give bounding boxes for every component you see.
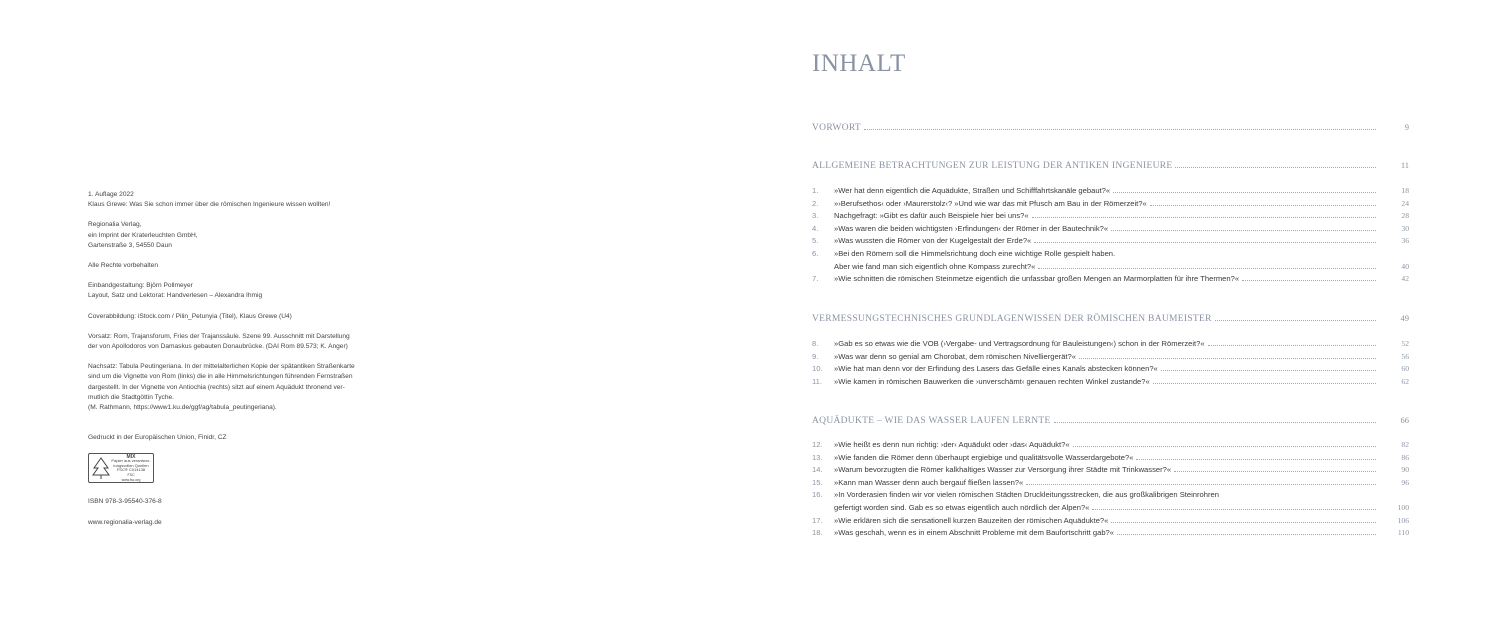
toc-leader	[864, 129, 1376, 130]
toc-leader	[1161, 370, 1376, 371]
publisher-line: Gartenstraße 3, 54550 Daun	[88, 241, 172, 249]
toc-entry[interactable]	[812, 377, 1409, 389]
toc-entry[interactable]	[812, 453, 1409, 465]
toc-entry-text: »In Vorderasien finden wir vor vielen römischen Städten Druckleitungsstrecken, die aus großkalibrigen Steinrohren	[834, 490, 1219, 500]
toc-entry[interactable]	[812, 339, 1409, 351]
toc-entry[interactable]	[812, 211, 1409, 223]
toc-leader	[1117, 534, 1376, 535]
toc-page-number: 106	[1397, 515, 1409, 525]
toc-entry[interactable]	[812, 490, 1409, 502]
rights: Alle Rechte vorbehalten	[88, 262, 159, 270]
toc-page-number: 90	[1401, 465, 1409, 475]
toc-page-number: 40	[1401, 261, 1409, 271]
website[interactable]: www.regionalia-verlag.de	[88, 518, 162, 526]
toc-entry-text: »Wie kamen in römischen Bauwerken die ›unverschämt‹ genauen rechten Winkel zustande?«	[834, 376, 1150, 386]
toc-leader	[1026, 484, 1376, 485]
cover-credit: Coverabbildung: iStock.com / Pilin_Petunyia (Titel), Klaus Grewe (U4)	[88, 312, 292, 320]
toc-page-number: 36	[1401, 236, 1409, 246]
toc-entry-text: »Was wussten die Römer von der Kugelgestalt der Erde?«	[834, 236, 1032, 246]
toc-entry-number: 3.	[812, 211, 819, 221]
toc-section[interactable]	[812, 122, 1409, 134]
toc-entry-number: 12.	[812, 440, 823, 449]
toc-page-number: 24	[1401, 198, 1409, 208]
toc-entry-number: 13.	[812, 452, 823, 462]
toc-section-title: VERMESSUNGSTECHNISCHES GRUNDLAGENWISSEN DER RÖMISCHEN BAUMEISTER	[812, 314, 1212, 324]
toc-entry[interactable]	[812, 364, 1409, 376]
toc-page-number: 86	[1401, 452, 1409, 462]
imprint-block	[88, 190, 408, 538]
toc-page-number: 62	[1401, 376, 1409, 386]
toc-entry[interactable]	[812, 352, 1409, 364]
toc-entry-text: »Bei den Römern soll die Himmelsrichtung doch eine wichtige Rolle gespielt haben.	[834, 249, 1116, 258]
toc-entry-text: Aber wie fand man sich eigentlich ohne Kompass zurecht?«	[834, 261, 1036, 271]
toc-leader	[1215, 320, 1376, 321]
toc-page-number: 60	[1401, 364, 1409, 374]
toc-entry[interactable]	[812, 224, 1409, 236]
printed-in: Gedruckt in der Europäischen Union, Finidr, CZ	[88, 434, 227, 442]
toc-page-number: 42	[1401, 274, 1409, 284]
publisher-line: ein Imprint der Kraterleuchten GmbH,	[88, 231, 198, 239]
edition: 1. Auflage 2022	[88, 191, 134, 198]
toc-page-number: 30	[1401, 223, 1409, 233]
toc-leader	[1208, 345, 1376, 346]
toc-entry[interactable]	[812, 478, 1409, 490]
toc-page-number: 49	[1400, 313, 1409, 323]
toc-page-number: 18	[1401, 186, 1409, 195]
toc-leader	[1136, 459, 1376, 460]
toc-entry-number: 8.	[812, 339, 819, 348]
toc-leader	[1111, 522, 1376, 523]
toc-page-number: 96	[1401, 477, 1409, 487]
toc-leader	[1175, 167, 1376, 168]
toc-entry-number: 9.	[812, 351, 819, 361]
isbn: ISBN 978-3-95540-376-8	[88, 498, 162, 506]
toc-entry-number: 14.	[812, 465, 823, 475]
toc-leader	[1054, 422, 1376, 423]
fsc-mix: MIX	[126, 453, 136, 460]
toc-entry-number: 5.	[812, 236, 819, 246]
toc-leader	[1174, 471, 1376, 472]
toc-entry-text: »Wie schnitten die römischen Steinmetze eigentlich die unfassbar großen Mengen an Marmorplatten für ihre Thermen?«	[834, 274, 1240, 284]
toc-entry[interactable]	[812, 236, 1409, 248]
toc-leader	[1150, 205, 1376, 206]
credits-line: Einbandgestaltung: Björn Pollmeyer	[88, 282, 193, 290]
toc-entry-number: 7.	[812, 274, 819, 284]
toc-entry-text: »Was war denn so genial am Chorobat, dem römischen Nivelliergerät?«	[834, 351, 1076, 361]
toc-entry[interactable]	[812, 516, 1409, 528]
toc-leader	[1079, 358, 1376, 359]
toc-entry-number: 11.	[812, 376, 822, 386]
toc-entry[interactable]	[812, 465, 1409, 477]
nachsatz-line: (M. Rathmann, https://www1.ku.de/ggf/ag/tabula_peutingeriana).	[88, 404, 277, 412]
toc-section[interactable]	[812, 160, 1409, 172]
toc-entry-text: »Wie heißt es denn nun richtig: ›der‹ Aquädukt oder ›das‹ Aquädukt?«	[834, 440, 1070, 449]
toc-entry-number: 6.	[812, 249, 819, 258]
toc-section-title: ALLGEMEINE BETRACHTUNGEN ZUR LEISTUNG DER ANTIKEN INGENIEURE	[812, 161, 1173, 171]
fsc-line: tungsvollen Quellen	[113, 462, 149, 468]
toc-leader	[1032, 217, 1376, 218]
toc-entry[interactable]	[812, 528, 1409, 540]
toc-leader	[1111, 230, 1376, 231]
toc-entry-number: 15.	[812, 477, 823, 487]
toc-page	[750, 0, 1500, 620]
toc-page-number: 9	[1404, 122, 1409, 132]
toc-entry-text: »Wie erklären sich die sensationell kurzen Bauzeiten der römischen Aquädukte?«	[834, 515, 1109, 525]
toc-entry-number: 18.	[812, 528, 823, 538]
toc-entry[interactable]	[812, 262, 1409, 274]
toc-entry-text: »Was waren die beiden wichtigsten ›Erfindungen‹ der Römer in der Bautechnik?«	[834, 223, 1109, 233]
toc-entry[interactable]	[812, 503, 1409, 515]
toc-page-number: 52	[1401, 339, 1409, 348]
toc-page-number: 11	[1400, 160, 1409, 170]
toc-entry-number: 1.	[812, 186, 819, 195]
toc-entry-text: »Kann man Wasser denn auch bergauf fließen lassen?«	[834, 477, 1024, 487]
toc-entry-number: 17.	[812, 515, 823, 525]
vorsatz-line: Vorsatz: Rom, Trajansforum, Fries der Trajanssäule. Szene 99. Ausschnitt mit Darstellung	[88, 332, 350, 340]
toc-leader	[1073, 446, 1376, 447]
toc-entry-text: »Warum bevorzugten die Römer kalkhaltiges Wasser zur Versorgung ihrer Städte mit Trinkwasser?«	[834, 465, 1172, 475]
toc-entry[interactable]	[812, 274, 1409, 286]
toc-page-number: 100	[1397, 503, 1409, 512]
toc-leader	[1242, 280, 1376, 281]
toc-leader	[1034, 242, 1376, 243]
fsc-url: www.fsc.org	[121, 477, 141, 482]
toc-entry-text: »›Berufsethos‹ oder ›Maurerstolz‹? »Und wie war das mit Pfusch am Bau in der Römerzeit?«	[834, 198, 1147, 208]
nachsatz-line: Nachsatz: Tabula Peutingeriana. In der mittelalterlichen Kopie der spätantiken Straßenkarte	[88, 363, 355, 371]
toc-page-number: 56	[1401, 351, 1409, 361]
toc-entry-text: »Was geschah, wenn es in einem Abschnitt Probleme mit dem Baufortschritt gab?«	[834, 528, 1114, 538]
toc-entry[interactable]	[812, 199, 1409, 211]
toc-section-title: VORWORT	[812, 123, 862, 133]
toc-leader	[1092, 509, 1376, 510]
fsc-logo	[88, 453, 154, 483]
toc-entry-number: 4.	[812, 223, 819, 233]
toc-entry-text: »Gab es so etwas wie die VOB (›Vergabe- und Vertragsordnung für Bauleistungen‹) schon in der Römerzeit?«	[834, 339, 1205, 348]
toc-title: INHALT	[812, 50, 906, 77]
toc-section[interactable]	[812, 313, 1409, 325]
toc-section-title: AQUÄDUKTE – WIE DAS WASSER LAUFEN LERNTE	[812, 416, 1051, 426]
toc-entry-number: 2.	[812, 198, 819, 208]
toc-entry-text: gefertigt worden sind. Gab es so etwas eigentlich auch nördlich der Alpen?«	[834, 503, 1090, 512]
toc-entry-text: Nachgefragt: »Gibt es dafür auch Beispiele hier bei uns?«	[834, 211, 1029, 221]
toc-leader	[1113, 192, 1376, 193]
toc-entry-text: »Wie hat man denn vor der Erfindung des Lasers das Gefälle eines Kanals abstecken können?«	[834, 364, 1158, 374]
credits-line: Layout, Satz und Lektorat: Handverlesen – Alexandra Ihmig	[88, 292, 263, 300]
toc-entry-number: 10.	[812, 364, 823, 374]
fsc-text	[111, 455, 151, 483]
toc-entry[interactable]	[812, 186, 1409, 198]
toc-entry[interactable]	[812, 249, 1409, 261]
toc-leader	[1153, 383, 1376, 384]
toc-page-number: 66	[1400, 415, 1409, 425]
publisher-line: Regionalia Verlag,	[88, 221, 142, 229]
toc-page-number: 28	[1401, 211, 1409, 221]
toc-entry[interactable]	[812, 440, 1409, 452]
fsc-code: FSC® C014138	[116, 467, 146, 473]
fsc-tree-icon	[91, 456, 111, 480]
fsc-line: Papier aus verantwor-	[111, 458, 151, 464]
toc-page-number: 82	[1401, 440, 1409, 449]
fsc-brand: FSC	[127, 473, 135, 478]
toc-entry-text: »Wer hat denn eigentlich die Aquädukte, Straßen und Schifffahrtskanäle gebaut?«	[834, 186, 1111, 195]
nachsatz-line: mutlich die Stadtgöttin Tyche.	[88, 393, 175, 401]
toc-entry-text: »Wie fanden die Römer denn überhaupt ergiebige und qualitätsvolle Wasserdargebote?«	[834, 452, 1134, 462]
toc-section[interactable]	[812, 415, 1409, 427]
nachsatz-line: sind um die Vignette von Rom (links) die in alle Himmelsrichtungen führenden Fernstraßen	[88, 373, 353, 381]
toc-page-number: 110	[1397, 528, 1409, 538]
vorsatz-line: der von Apollodoros von Damaskus gebauten Donaubrücke. (DAI Rom 89.573; K. Anger)	[88, 343, 348, 351]
book-title: Klaus Grewe: Was Sie schon immer über die römischen Ingenieure wissen wollten!	[88, 201, 331, 209]
toc-leader	[1038, 268, 1376, 269]
nachsatz-line: dargestellt. In der Vignette von Antiochia (rechts) sitzt auf einem Aquädukt thronend ver-	[88, 383, 345, 391]
toc-entry-number: 16.	[812, 490, 823, 500]
